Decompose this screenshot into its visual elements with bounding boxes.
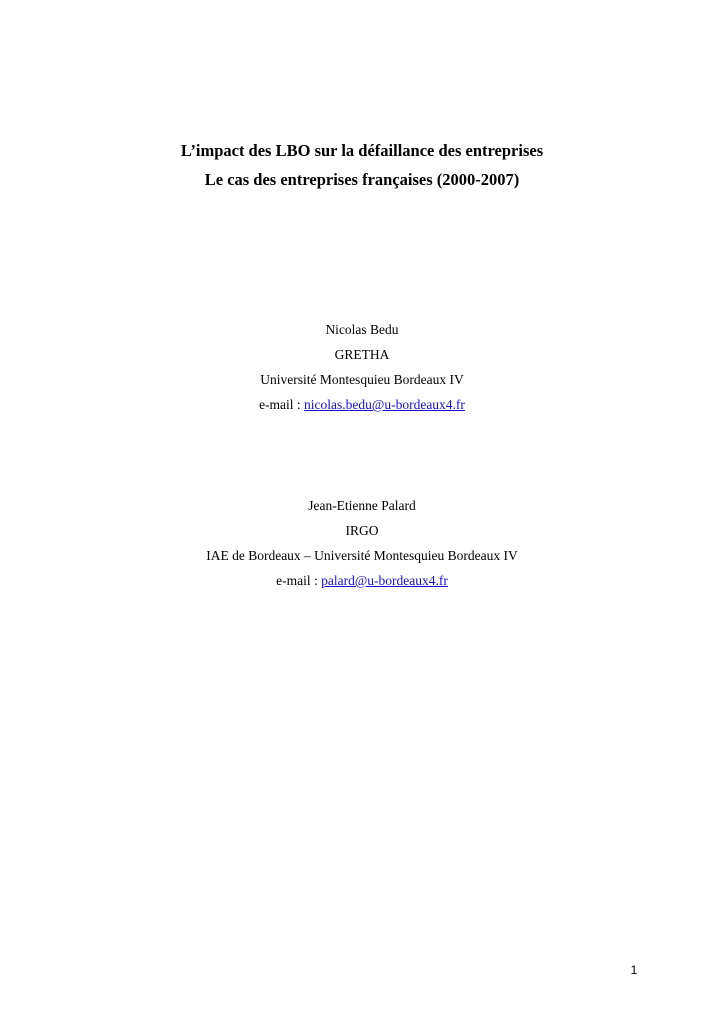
author-affiliation: Université Montesquieu Bordeaux IV bbox=[260, 372, 464, 387]
paper-title bbox=[0, 136, 724, 194]
author-lab: IRGO bbox=[345, 523, 379, 538]
author-email-line bbox=[0, 392, 724, 417]
email-link[interactable]: palard@u-bordeaux4.fr bbox=[321, 573, 448, 588]
author-lab: GRETHA bbox=[334, 347, 390, 362]
title-line-1: L’impact des LBO sur la défaillance des entreprises bbox=[180, 141, 544, 160]
email-label: e-mail : bbox=[259, 397, 305, 412]
author-name: Nicolas Bedu bbox=[325, 322, 399, 337]
email-label: e-mail : bbox=[276, 573, 322, 588]
author-affiliation: IAE de Bordeaux – Université Montesquieu Bordeaux IV bbox=[206, 548, 518, 563]
author-block-1 bbox=[0, 317, 724, 417]
title-line-2: Le cas des entreprises françaises (2000-2007) bbox=[204, 170, 520, 189]
author-name: Jean-Etienne Palard bbox=[308, 498, 416, 513]
author-block-2 bbox=[0, 493, 724, 593]
page-number: 1 bbox=[630, 963, 638, 977]
email-link[interactable]: nicolas.bedu@u-bordeaux4.fr bbox=[304, 397, 465, 412]
author-email-line bbox=[0, 568, 724, 593]
